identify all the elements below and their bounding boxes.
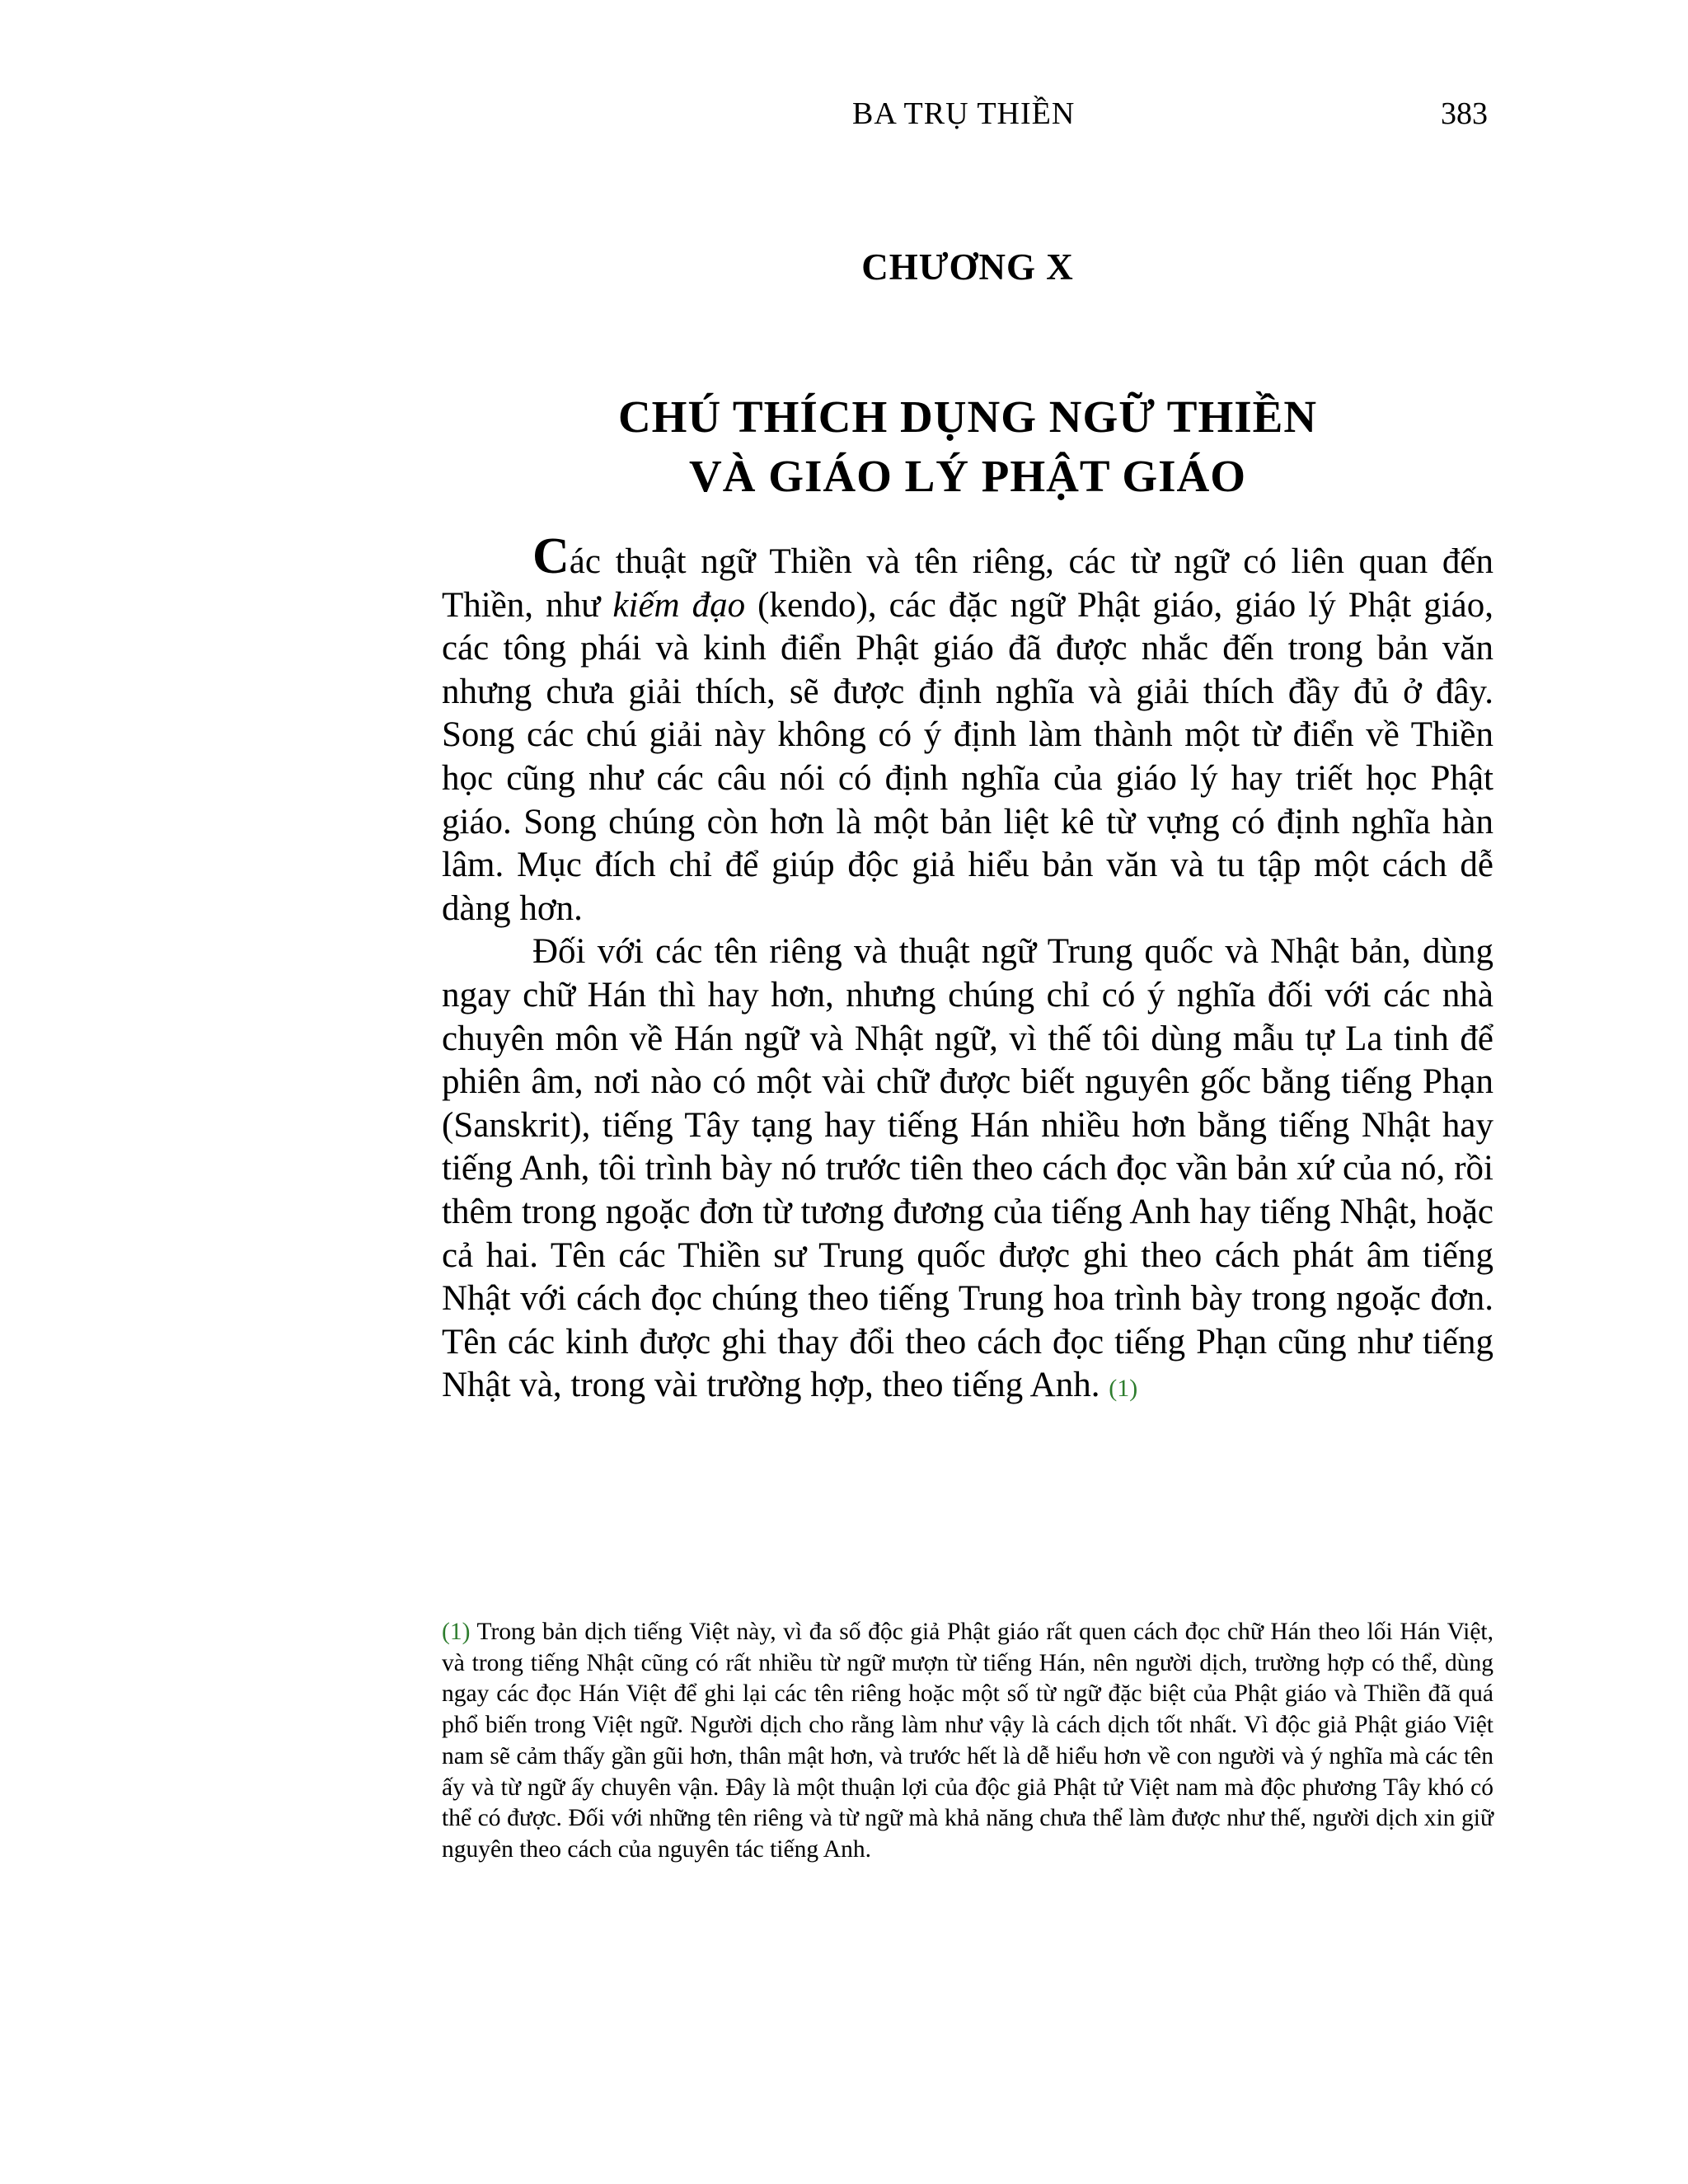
footnote-1 [442,1617,1493,1866]
footnote-marker[interactable]: (1) [442,1619,471,1645]
running-title: BA TRỤ THIỀN [852,96,1076,131]
drop-cap: C [532,528,570,584]
paragraph-1-text-a: ác thuật ngữ Thiền và tên riêng, các từ ngữ có liên quan đến Thiền, như [442,542,1493,625]
chapter-title [442,387,1493,506]
chapter-title-line-2: VÀ GIÁO LÝ PHẬT GIÁO [689,451,1246,501]
paragraph-2-text: Đối với các tên riêng và thuật ngữ Trung quốc và Nhật bản, dùng ngay chữ Hán thì hay hơn, nhưng chúng chỉ có ý nghĩa đối với các nhà chuyên môn về Hán ngữ và Nhật ngữ, vì thế tôi dùng mẫu tự La tinh để phiên âm, nơi nào có một vài chữ được biết nguyên gốc bằng tiếng Phạn (Sanskrit), tiếng Tây tạng hay tiếng Hán nhiều hơn bằng tiếng Nhật hay tiếng Anh, tôi trình bày nó trước tiên theo cách đọc vần bản xứ của nó, rồi thêm trong ngoặc đơn từ tương đương của tiếng Anh hay tiếng Nhật, hoặc cả hai. Tên các Thiền sư Trung quốc được ghi theo cách phát âm tiếng Nhật với cách đọc chúng theo tiếng Trung hoa trình bày trong ngoặc đơn. Tên các kinh được ghi thay đổi theo cách đọc tiếng Phạn cũng như tiếng Nhật và, trong vài trường hợp, theo tiếng Anh. [442,932,1493,1405]
paragraph-1-text-b: (kendo), các đặc ngữ Phật giáo, giáo lý Phật giáo, các tông phái và kinh điển Phật giáo đã được nhắc đến trong bản văn nhưng chưa giải thích, sẽ được định nghĩa và giải thích đầy đủ ở đây. Song các chú giải này không có ý định làm thành một từ điển về Thiền học cũng như các câu nói có định nghĩa của giáo lý hay triết học Phật giáo. Song chúng còn hơn là một bản liệt kê từ vựng có định nghĩa hàn lâm. Mục đích chỉ để giúp độc giả hiểu bản văn và tu tập một cách dễ dàng hơn. [442,585,1493,928]
page-number: 383 [1441,96,1488,131]
paragraph-2 [442,930,1493,1411]
chapter-title-line-1: CHÚ THÍCH DỤNG NGỮ THIỀN [617,391,1318,442]
body-text [442,528,1493,1411]
paragraph-1 [442,528,1493,930]
footnote-text: Trong bản dịch tiếng Việt này, vì đa số độc giả Phật giáo rất quen cách đọc chữ Hán theo lối Hán Việt, và trong tiếng Nhật cũng có rất nhiều từ ngữ mượn từ tiếng Hán, nên người dịch, trường hợp có thể, dùng ngay các đọc Hán Việt để ghi lại các tên riêng hoặc một số từ ngữ đặc biệt của Phật giáo và Thiền đã quá phổ biến trong Việt ngữ. Người dịch cho rằng làm như vậy là cách dịch tốt nhất. Vì độc giả Phật giáo Việt nam sẽ cảm thấy gần gũi hơn, thân mật hơn, và trước hết là dễ hiểu hơn về con người và ý nghĩa mà các tên ấy và từ ngữ ấy chuyên vận. Đây là một thuận lợi của độc giả Phật tử Việt nam mà độc phương Tây khó có thể có được. Đối với những tên riêng và từ ngữ mà khả năng chưa thể làm được như thế, người dịch xin giữ nguyên theo cách của nguyên tác tiếng Anh. [442,1619,1493,1863]
paragraph-1-italic-term: kiếm đạo [612,585,746,625]
footnote [442,1617,1493,1866]
footnote-reference[interactable]: (1) [1109,1375,1138,1403]
chapter-label: CHƯƠNG X [861,246,1074,288]
